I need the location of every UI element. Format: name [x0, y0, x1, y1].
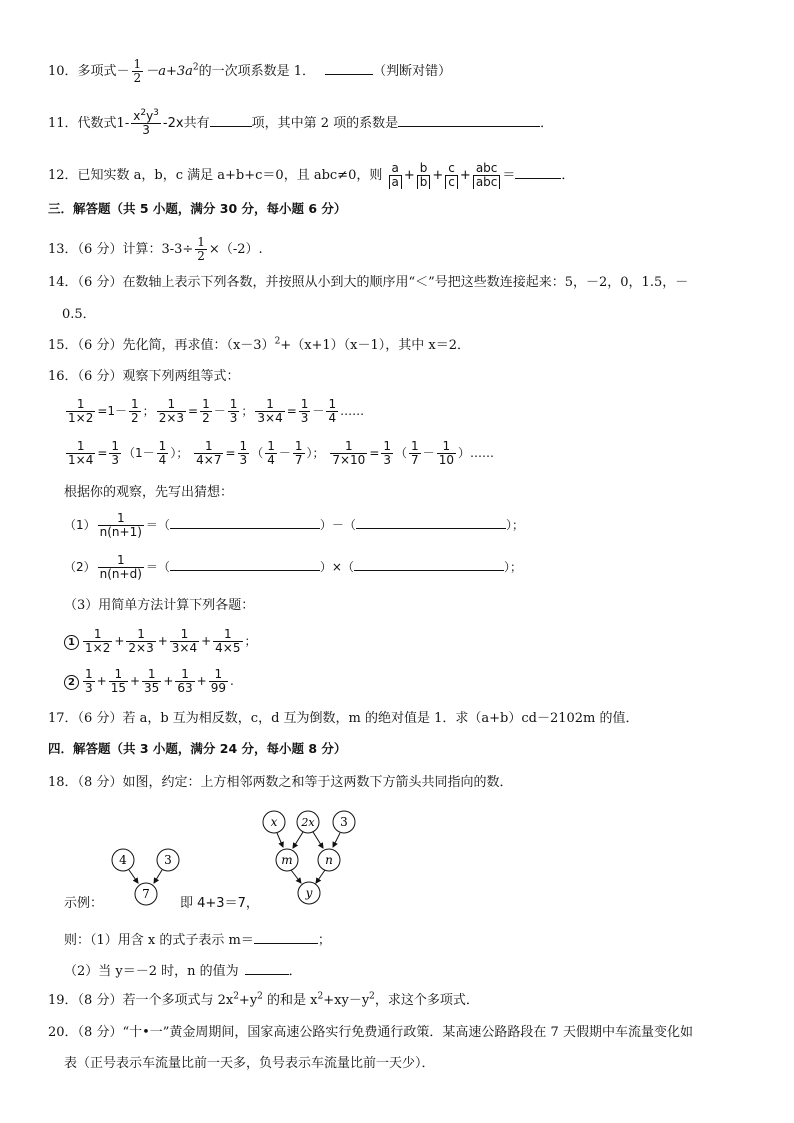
fraction: $\frac{1}{2}$: [133, 57, 142, 85]
fraction: $\frac{1}{10}$: [438, 439, 454, 467]
fraction: $\frac{1}{3}$: [111, 439, 120, 467]
fraction: $\frac{1}{3}$: [239, 439, 248, 467]
fraction: $\frac{1}{2\times 3}$: [158, 397, 185, 425]
node-m: m: [281, 853, 293, 867]
question-19: 19．（8 分）若一个多项式与 $2x^2+y^2$ 的和是 $x^2+xy-y^2$，求这个多项式．: [48, 991, 479, 1008]
fraction: $\frac{1}{7}$: [411, 439, 419, 467]
fraction: $\frac{1}{4\times 7}$: [196, 439, 222, 467]
fraction: $\frac{1}{99}$: [210, 667, 227, 695]
guess-part-2: （2） $\frac{1}{n(n+d)}$ ＝（ ）×（ ）；: [64, 553, 522, 581]
fraction: $\frac{1}{4}$: [267, 439, 275, 467]
fraction: $\frac{1}{7\times 10}$: [332, 439, 366, 467]
example-label: 示例：: [64, 896, 104, 911]
question-11: 11．代数式1- $\frac{x^2y^3}{3}$ -2x共有 项，其中第 2 项的系数是 ．: [48, 108, 554, 137]
fraction: $\frac{1}{3}$: [229, 397, 238, 425]
guess-part-1: （1） $\frac{1}{n(n+1)}$ ＝（ ）－（ ）；: [64, 511, 524, 539]
fraction: $\frac{1}{4}$: [158, 439, 167, 467]
answer-blank[interactable]: [515, 166, 561, 179]
question-20-line1: 20．（8 分）“十•一”黄金周期间，国家高速公路实行免费通行政策．某高速公路路段在 7 天假期中车流量变化如: [48, 1025, 693, 1040]
fraction: $\frac{1}{1\times 2}$: [85, 627, 111, 655]
node-3: 3: [164, 853, 172, 867]
section-3-heading: 三．解答题（共 5 小题，满分 30 分，每小题 6 分）: [48, 201, 347, 216]
circled-number: 2: [64, 675, 79, 690]
abs-fraction-sum: $\frac{a}{a}$ + $\frac{b}{b}$ + $\frac{c}{c}$ + $\frac{\text{abc}}{\text{abc}}$: [387, 168, 503, 183]
abs-fraction: $\frac{\text{abc}}{\text{abc}}$: [473, 162, 501, 189]
answer-blank[interactable]: [170, 558, 320, 571]
fraction: $\frac{1}{2}$: [131, 397, 139, 425]
abs-fraction: $\frac{c}{c}$: [445, 162, 458, 189]
fraction: $\frac{1}{4\times 5}$: [215, 627, 241, 655]
question-18-part-2: （2）当 y＝－2 时，n 的值为 ．: [64, 964, 302, 979]
abs-fraction: $\frac{a}{a}$: [389, 162, 402, 189]
fraction: $\frac{1}{3}$: [383, 439, 392, 467]
node-7: 7: [142, 887, 150, 901]
calc-1: 1 $\frac{1}{1\times 2}$ + $\frac{1}{2\times 3}$ + $\frac{1}{3\times 4}$ + $\frac{1}{4\times 5}$ ；: [64, 628, 257, 655]
answer-blank[interactable]: [210, 114, 252, 127]
question-16-intro: 16．（6 分）观察下列两组等式：: [48, 369, 240, 384]
question-18-part-1: 则：（1）用含 x 的式子表示 m＝ ；: [64, 933, 331, 948]
question-12: 12．已知实数 a，b，c 满足 a+b+c＝0，且 abc≠0，则 $\frac{a}{a}$ + $\frac{b}{b}$ + $\frac{c}{c}$ + $\frac{\text{abc}}{\text{abc}}$ ＝ ．: [48, 161, 575, 189]
fraction: $\frac{1}{63}$: [177, 667, 193, 695]
question-17: 17．（6 分）若 a，b 互为相反数，c，d 互为倒数，m 的绝对值是 1．求（a+b）cd－2102m 的值．: [48, 711, 639, 726]
fraction: $\frac{1}{3\times 4}$: [257, 397, 283, 425]
node-2x: 2x: [301, 816, 315, 829]
answer-blank[interactable]: [254, 931, 318, 944]
node-y: y: [305, 886, 313, 900]
fraction: $\frac{1}{2}$: [197, 235, 205, 263]
guess-prompt: 根据你的观察，先写出猜想：: [64, 485, 234, 500]
calc-2: 2 $\frac{1}{3}$ + $\frac{1}{15}$ + $\frac{1}{35}$ + $\frac{1}{63}$ + $\frac{1}{99}$ .: [64, 668, 234, 695]
question-14-line2: 0.5．: [62, 307, 96, 322]
node-3: 3: [340, 815, 348, 829]
fraction: $\frac{1}{3\times 4}$: [171, 627, 198, 655]
fraction: $\frac{1}{1\times 2}$: [68, 397, 94, 425]
node-n: n: [325, 853, 333, 867]
question-15: 15．（6 分）先化简，再求值：$(x-3)^2+(x+1)(x-1)$，其中 x＝2．: [48, 336, 471, 353]
answer-blank[interactable]: [325, 62, 373, 75]
answer-blank[interactable]: [245, 962, 289, 975]
question-14-line1: 14．（6 分）在数轴上表示下列各数，并按照从小到大的顺序用“＜”号把这些数连接起来：5，－2，0，1.5，－: [48, 275, 689, 290]
answer-blank[interactable]: [354, 558, 504, 571]
fraction: $\frac{x^2y^3}{3}$: [133, 108, 159, 137]
question-13: 13．（6 分）计算：3-3÷ $\frac{1}{2}$ ×（-2）.: [48, 235, 263, 263]
answer-blank[interactable]: [398, 114, 540, 127]
fraction: $\frac{1}{15}$: [110, 667, 126, 695]
fraction: $\frac{1}{3}$: [300, 397, 309, 425]
node-4: 4: [119, 853, 127, 867]
fraction: $\frac{1}{3}$: [85, 667, 93, 695]
equation-row-1: $\frac{1}{1\times 2}$ =1－ $\frac{1}{2}$ ； $\frac{1}{2\times 3}$ = $\frac{1}{2}$ － $\frac{1}{3}$ ； $\frac{1}{3\times 4}$ = $\frac{1}{3}$ － $\frac{1}{4}$ ……: [68, 397, 365, 425]
fraction: $\frac{1}{7}$: [294, 439, 303, 467]
abs-fraction: $\frac{b}{b}$: [417, 162, 431, 189]
equation-row-2: $\frac{1}{1\times 4}$ = $\frac{1}{3}$ （1－ $\frac{1}{4}$ ）； $\frac{1}{4\times 7}$ = $\frac{1}{3}$ （ $\frac{1}{4}$ － $\frac{1}{7}$ ）； $\frac{1}{7\times 10}$ = $\frac{1}{3}$ （ $\frac{1}{7}$ － $\frac{1}{10}$ ）……: [68, 439, 494, 467]
question-20-line2: 表（正号表示车流量比前一天多，负号表示车流量比前一天少）．: [64, 1056, 435, 1071]
question-18: 18．（8 分）如图，约定：上方相邻两数之和等于这两数下方箭头共同指向的数．: [48, 775, 513, 790]
fraction: $\frac{1}{2}$: [202, 397, 210, 425]
part-3-prompt: （3）用简单方法计算下列各题：: [64, 598, 255, 613]
example-equation: 即 4+3＝7，: [180, 896, 259, 911]
fraction: $\frac{1}{35}$: [144, 667, 160, 695]
circled-number: 1: [64, 635, 79, 650]
answer-blank[interactable]: [170, 516, 320, 529]
answer-blank[interactable]: [356, 516, 506, 529]
section-4-heading: 四．解答题（共 3 小题，满分 24 分，每小题 8 分）: [48, 741, 347, 756]
question-10: 10．多项式－ $\frac{1}{2}$ $-a+3a^2$的一次项系数是 1． （判断对错）: [48, 57, 452, 85]
problem-diagram: [256, 808, 366, 908]
fraction: $\frac{1}{2\times 3}$: [128, 627, 154, 655]
node-x: x: [270, 815, 278, 829]
fraction: $\frac{1}{1\times 4}$: [68, 439, 94, 467]
fraction: $\frac{1}{4}$: [328, 397, 337, 425]
